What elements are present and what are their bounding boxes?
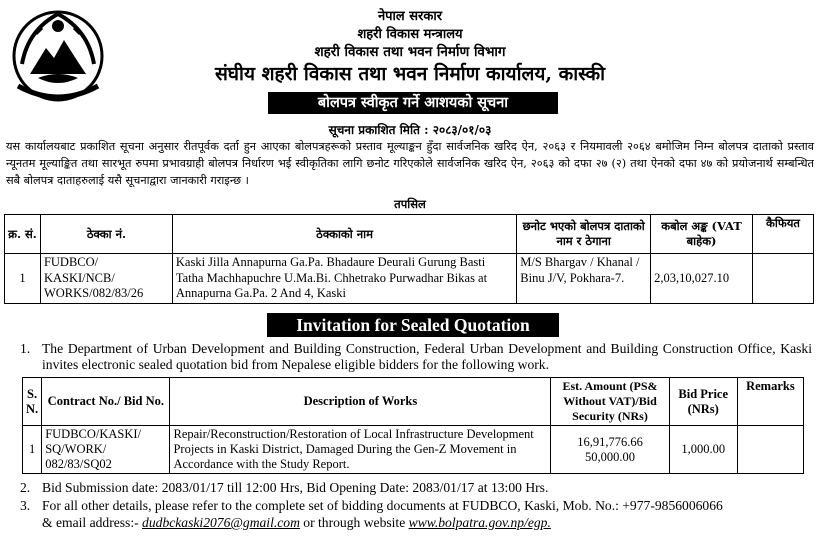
col-header-description: Description of Works [170, 378, 551, 426]
cell-contract-no: FUDBCO/ KASKI/NCB/ WORKS/082/83/26 [40, 254, 172, 304]
invitation-item-1: The Department of Urban Development and Building Construction, Federal Urban Development and Building Construction Office, Kaski invites electronic sealed quotation bid from Nepalese eligible bidders for the following work. [42, 341, 812, 372]
col-header-contract-no: Contract No./ Bid No. [42, 378, 170, 426]
cell-contract-name: Kaski Jilla Annapurna Ga.Pa. Bhadaure Deurali Gurung Basti Tatha Machhapuchre U.Ma.Bi. Chhetrako Purwadhar Bikas at Annapurna Ga.Pa. 2 And 4, Kaski [172, 254, 516, 304]
col-header-bidder: छनोट भएको बोलपत्र दाताको नाम र ठेगाना [517, 215, 651, 254]
item-number: 1. [20, 341, 31, 356]
invitation-item-3-line-2 [42, 515, 812, 531]
table-header-row [5, 215, 814, 254]
website-label: or through website [299, 515, 409, 530]
col-header-sn: S. N. [23, 378, 42, 426]
header-line-government: नेपाल सरकार [377, 9, 443, 24]
invitation-item-2: Bid Submission date: 2083/01/17 till 12:00 Hrs, Bid Opening Date: 2083/01/17 at 13:00 Hrs. [42, 480, 549, 495]
cell-amount: 2,03,10,027.10 [651, 254, 753, 304]
cell-remarks [737, 426, 803, 474]
est-amount-value: 16,91,776.66 [577, 434, 643, 449]
table-caption: तपसिल [394, 197, 426, 211]
table-header-row [23, 378, 804, 426]
header-line-office: संघीय शहरी विकास तथा भवन निर्माण कार्यालय, कास्की [214, 63, 606, 85]
col-header-contract-no: ठेक्का नं. [40, 215, 172, 254]
table-row [23, 426, 804, 474]
table-row [5, 254, 814, 304]
cell-remarks [753, 254, 814, 304]
website-link[interactable]: www.bolpatra.gov.np/egp. [408, 515, 551, 530]
cell-sn: 1 [5, 254, 41, 304]
notice-publish-date: सूचना प्रकाशित मिति : २०८३/०१/०३ [328, 123, 492, 137]
item-number: 2. [20, 480, 31, 495]
cell-bid-price: 1,000.00 [669, 426, 737, 474]
col-header-bid-price: Bid Price (NRs) [669, 378, 737, 426]
col-header-contract-name: ठेक्काको नाम [172, 215, 516, 254]
header-line-ministry: शहरी विकास मन्त्रालय [357, 27, 463, 42]
cell-sn: 1 [23, 426, 42, 474]
email-link[interactable]: dudbckaski2076@gmail.com [142, 515, 300, 530]
col-header-sn: क्र. सं. [5, 215, 41, 254]
header-line-department: शहरी विकास तथा भवन निर्माण विभाग [314, 44, 506, 60]
quotation-table [22, 377, 804, 474]
cell-est-amount [551, 426, 669, 474]
item-number: 3. [20, 498, 31, 513]
email-label: & email address:- [42, 515, 143, 530]
notice-paragraph: यस कार्यालयबाट प्रकाशित सूचना अनुसार रीतपूर्वक दर्ता हुन आएका बोलपत्रहरूको प्रस्ताव मूल्याङ्कन हुँदा सार्वजनिक खरिद ऐन, २०६३ र नियमावली २०६४ बमोजिम निम्न बोलपत्र दाताको प्रस्ताव न्यूनतम मूल्याङ्कित तथा सारभूत रुपमा प्रभावग्राही बोलपत्र निर्धारण भई स्वीकृतिका लागि छनोट गरिएकोले सार्वजनिक खरिद ऐन, २०६३ को दफा २७ (२) तथा ऐनको दफा ४७ को प्रयोजनार्थ सम्बन्धित सबै बोलपत्र दाताहरुलाई यसै सूचनाद्वारा जानकारी गराइन्छ । [6, 140, 814, 187]
cell-description: Repair/Reconstruction/Restoration of Local Infrastructure Development Projects in Kaski District, Damaged During the Gen-Z Movement in Accordance with the Study Report. [170, 426, 551, 474]
bid-security-value: 50,000.00 [585, 449, 635, 464]
invitation-title-banner: Invitation for Sealed Quotation [267, 313, 559, 337]
col-header-remarks: Remarks [737, 378, 803, 426]
invitation-item-3-line-1: For all other details, please refer to the complete set of bidding documents at FUDBCO, Kaski, Mob. No.: +977-9856006066 [42, 498, 723, 513]
col-header-est-amount: Est. Amount (PS& Without VAT)/Bid Security (NRs) [551, 378, 669, 426]
cell-bidder: M/S Bhargav / Khanal / Binu J/V, Pokhara-7. [517, 254, 651, 304]
notice-title-banner: बोलपत्र स्वीकृत गर्ने आशयको सूचना [268, 92, 558, 114]
col-header-remarks: कैफियत [753, 215, 814, 254]
col-header-amount: कबोल अङ्क (VAT बाहेक) [651, 215, 753, 254]
cell-contract-no: FUDBCO/KASKI/ SQ/WORK/ 082/83/SQ02 [42, 426, 170, 474]
awarded-bid-table [4, 214, 814, 304]
